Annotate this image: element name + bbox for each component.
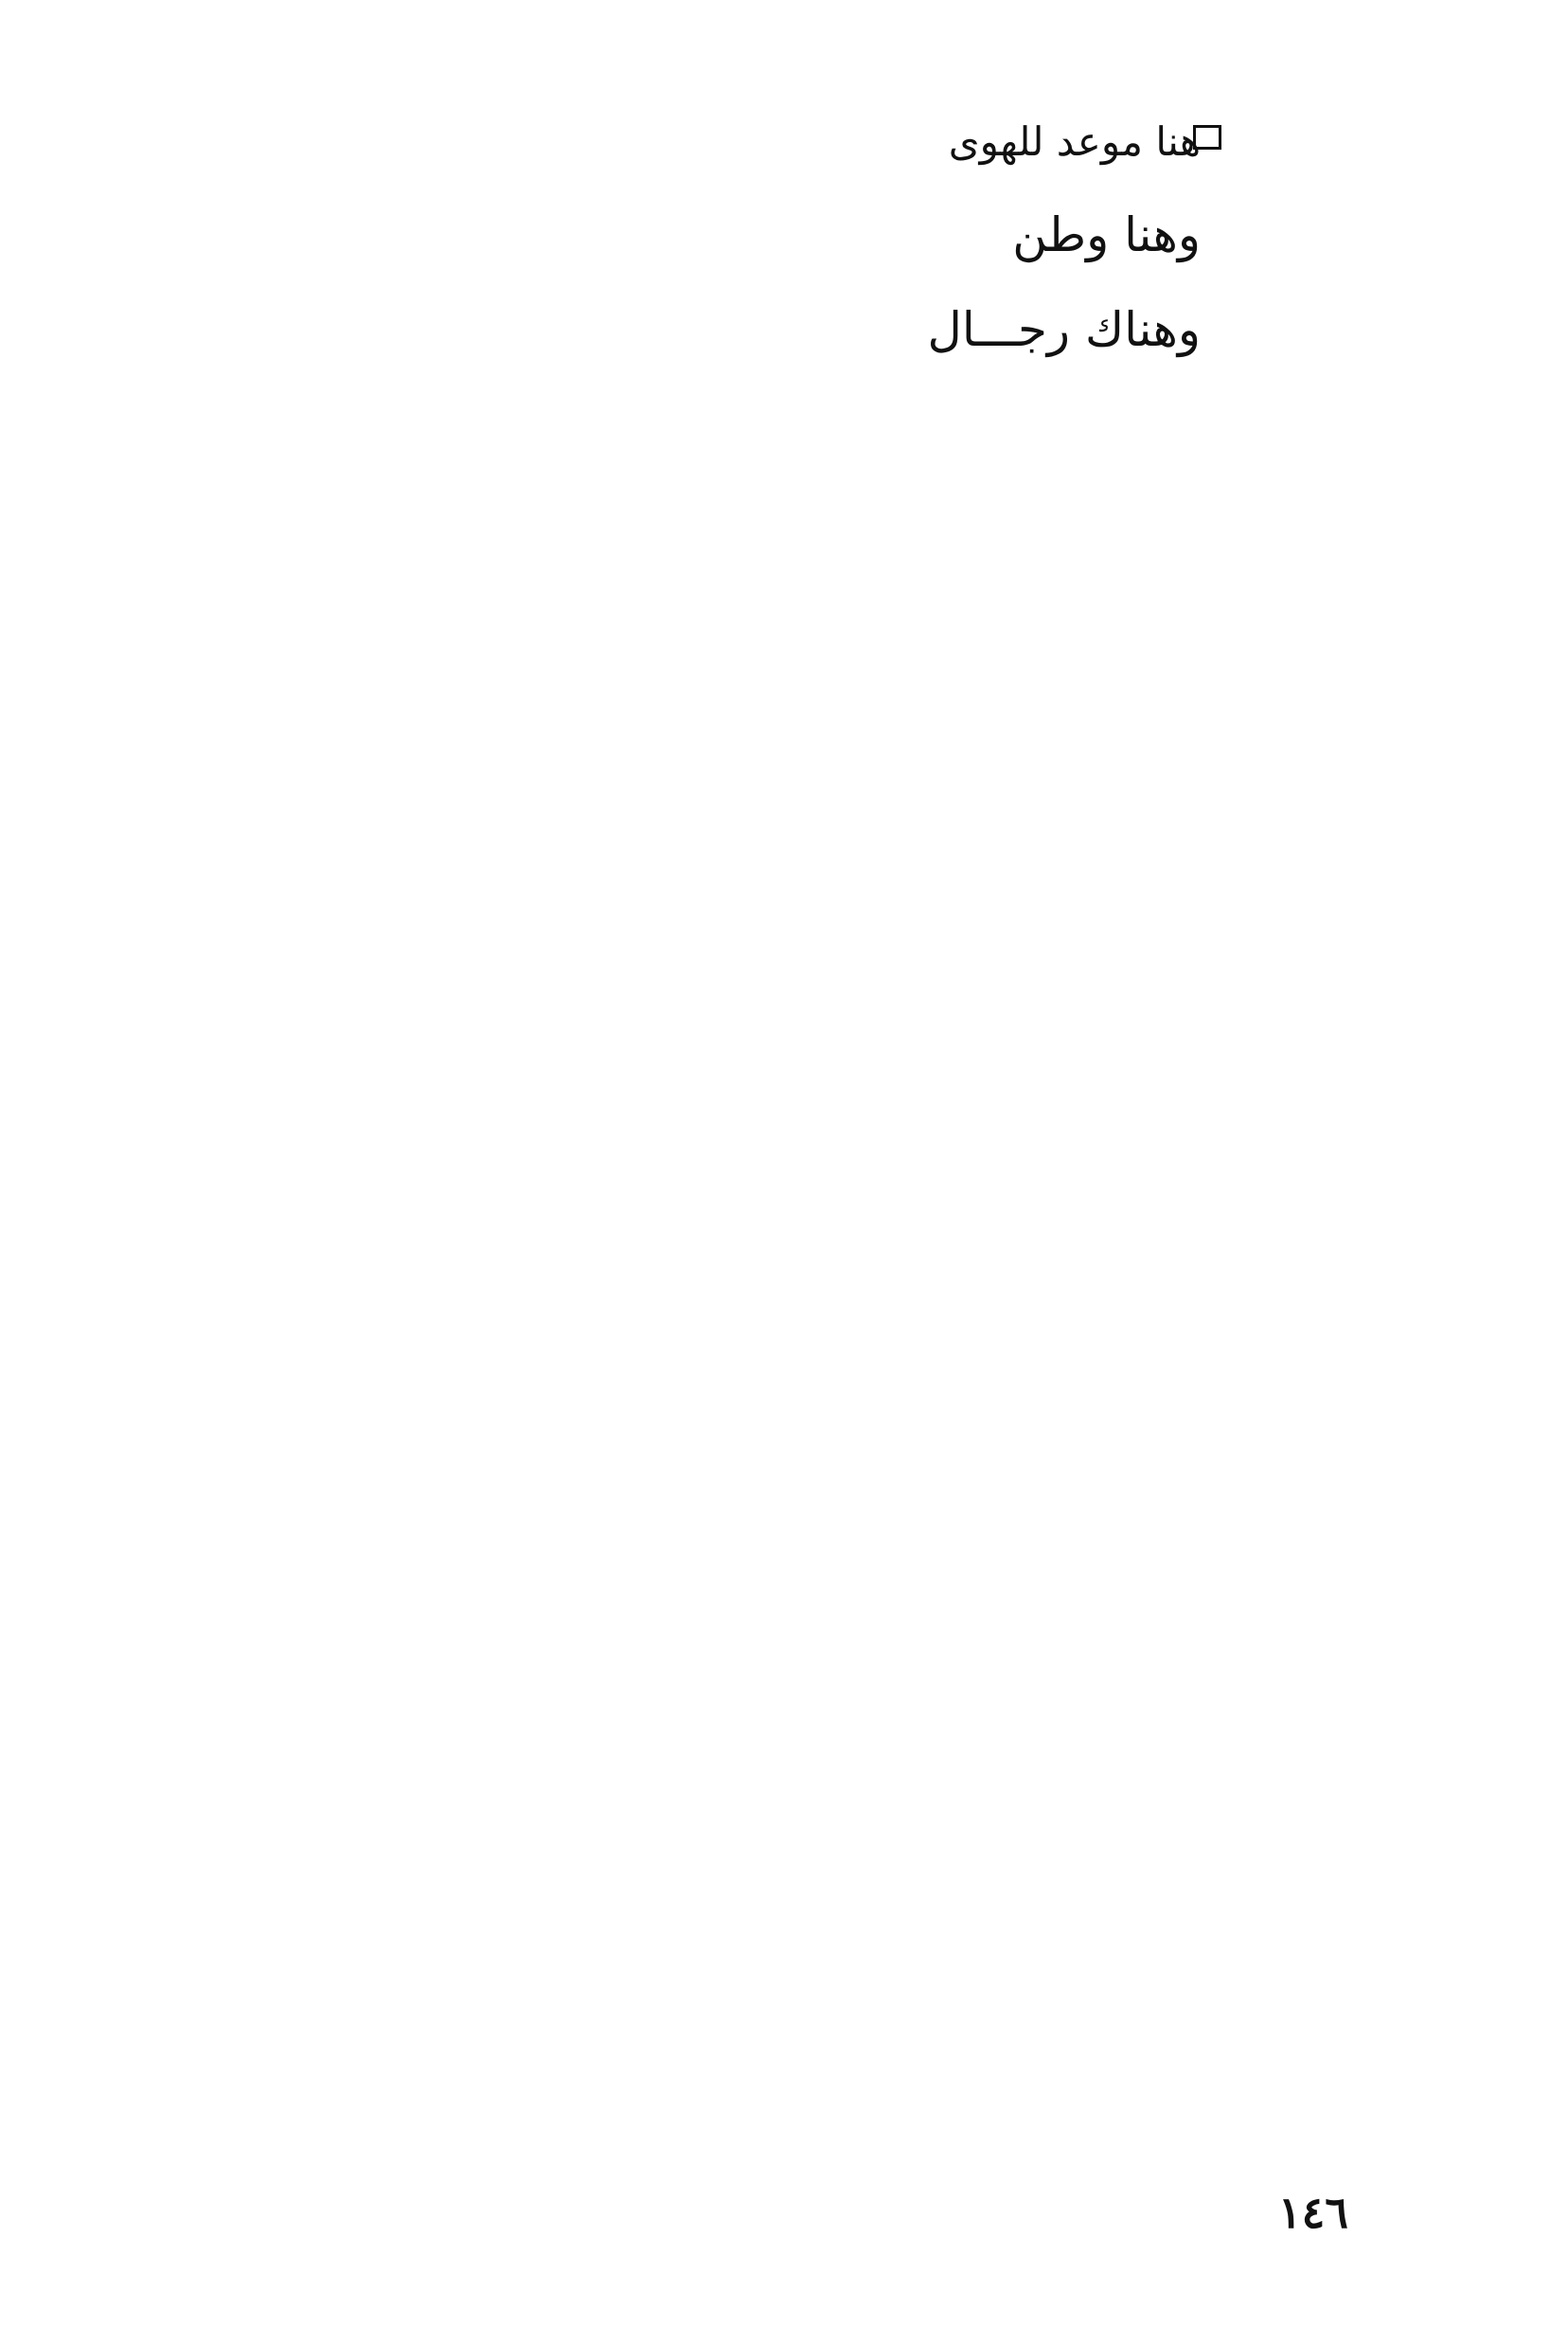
page-number: ١٤٦ <box>1277 2187 1348 2238</box>
poem-line: وهنا وطن <box>1012 207 1201 262</box>
poem-line: هنا موعد للهوى <box>948 118 1201 165</box>
poem-line: وهناك رجـــال <box>927 302 1201 357</box>
